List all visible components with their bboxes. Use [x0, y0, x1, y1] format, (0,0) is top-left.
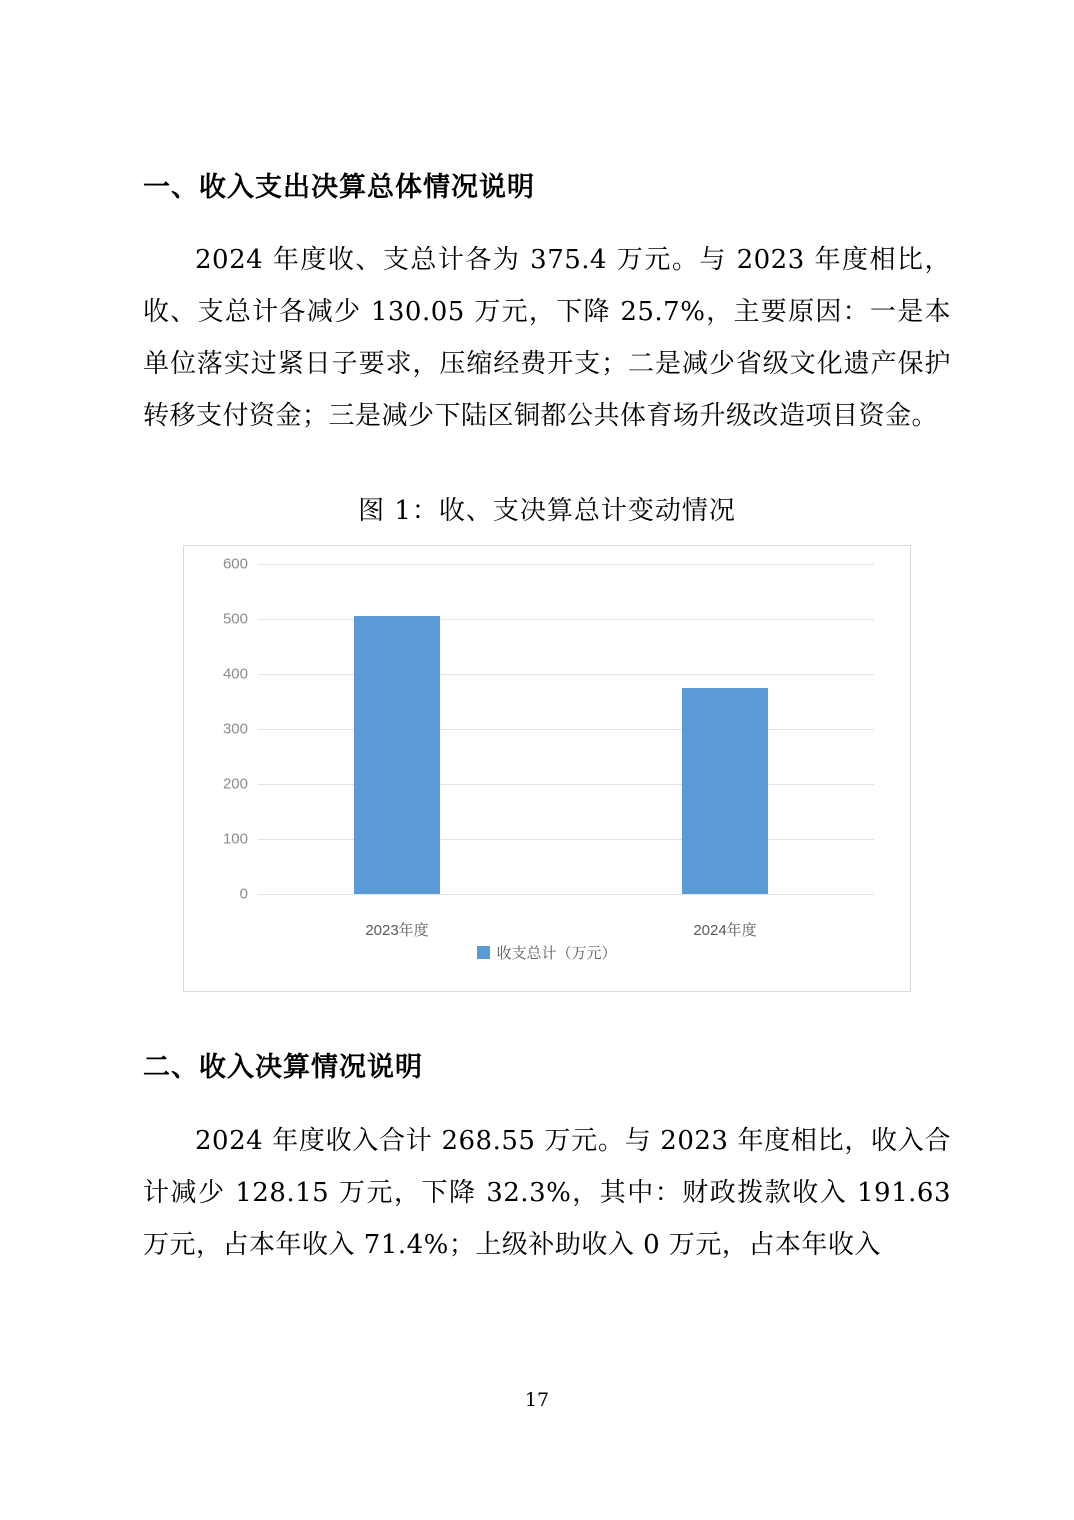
gridline-100 [222, 830, 874, 848]
ytick-label: 200 [222, 775, 248, 793]
ytick-label: 600 [222, 555, 248, 573]
ytick-label: 500 [222, 610, 248, 628]
section-1-paragraph: 2024 年度收、支总计各为 375.4 万元。与 2023 年度相比，收、支总计各减少 130.05 万元，下降 25.7%，主要原因：一是本单位落实过紧日子要求，压缩经费开支；二是减少省级文化遗产保护转移支付资金；三是减少下陆区铜都公共体育场升级改造项目资金。 [143, 245, 951, 432]
section-2-heading: 二、收入决算情况说明 [143, 1052, 423, 1084]
bar-2024 [682, 688, 768, 894]
xaxis-label-2024: 2024年度 [693, 922, 757, 940]
ytick-label: 100 [222, 830, 248, 848]
chart-plot-area [222, 555, 874, 940]
section-2-paragraph: 2024 年度收入合计 268.55 万元。与 2023 年度相比，收入合计减少 128.15 万元，下降 32.3%，其中：财政拨款收入 191.63 万元，占本年收入 71.4%；上级补助收入 0 万元，占本年收入 [143, 1125, 951, 1260]
gridline-200 [222, 775, 874, 793]
page-content [143, 0, 951, 1271]
legend-swatch-icon [477, 946, 490, 959]
legend-label: 收支总计（万元） [496, 945, 617, 963]
chart-legend [184, 942, 910, 963]
gridline-600 [222, 555, 874, 573]
section-1-heading: 一、收入支出决算总体情况说明 [143, 172, 535, 203]
figure-1-chart [183, 545, 911, 992]
figure-1-title: 图 1：收、支决算总计变动情况 [358, 496, 736, 527]
ytick-label: 300 [222, 720, 248, 738]
ytick-label: 400 [222, 665, 248, 683]
xaxis-label-2023: 2023年度 [365, 922, 429, 940]
gridline-500 [222, 610, 874, 628]
gridline-300 [222, 720, 874, 738]
page-number: 17 [524, 1389, 550, 1411]
gridline-400 [222, 665, 874, 683]
gridline-0 [239, 885, 874, 903]
bar-2023 [354, 616, 440, 894]
ytick-label: 0 [239, 885, 248, 903]
